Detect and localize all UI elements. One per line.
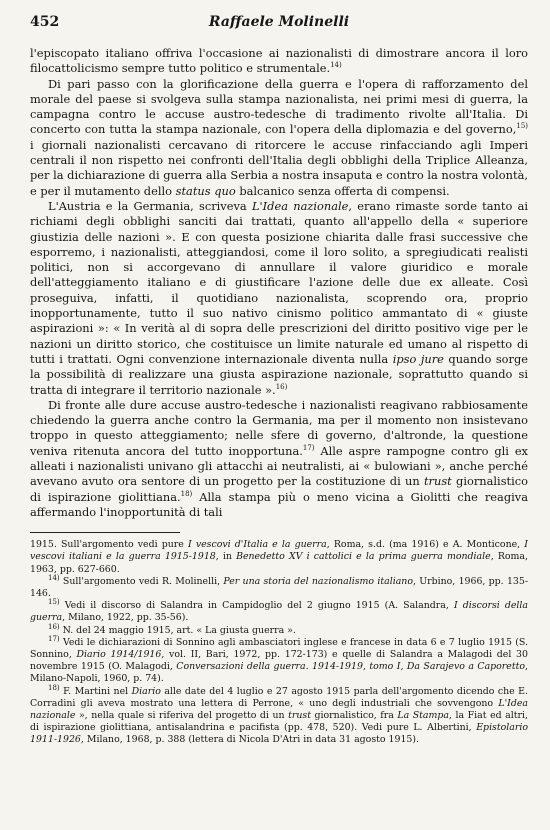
- footnote-15: $^{15)}$ Vedi il discorso di Salandra in Campidoglio del 2 giugno 1915 (A. Salandra, I discorsi della guerra, Milano, 1922, pp. 35-56).: [30, 598, 528, 624]
- footnote-14: $^{14)}$ Sull'argomento vedi R. Molinelli, Per una storia del nazionalismo italiano, Urbino, 1966, pp. 135-146.: [30, 573, 529, 600]
- paragraph: Di fronte alle dure accuse austro-tedesche i nazionalisti reagivano rabbiosamente chiedendo la guerra anche contro la Germania, ma per il momento non insistevano troppo in questo atteggiamento; nelle sfere di governo, d'altronde, la questione veniva ritenuta ancora del tutto inopportuna.$^{17)}$ Alle aspre rampogne contro gli ex alleati i nazionalisti univano gli attacchi ai neutralisti, ai « bulowiani », anche perché avevano avuto ora sentore di un progetto per la costituzione di un trust giornalistico di ispirazione giolittiana.$^{18)}$ Alla stampa più o meno vicina a Giolitti che reagiva affermando l'inopportunità di tali: [30, 397, 529, 519]
- footnote-ref[interactable]: 15): [516, 122, 528, 131]
- main-text: [30, 46, 528, 520]
- footnote-17: $^{17)}$ Vedi le dichiarazioni di Sonnino agli ambasciatori inglese e francese in data 6 e 7 luglio 1915 (S. Sonnino, Diario 1914/1916, vol. II, Bari, 1972, pp. 172-173) e quelle di Salandra a Malagodi del 30 novembre 1915 (O. Malagodi, Conversazioni della guerra. 1914-1919, tomo I, Da Sarajevo a Caporetto, Milano-Napoli, 1960, p. 74).: [30, 634, 528, 685]
- page-header: [30, 14, 528, 40]
- footnote-continuation: 1915. Sull'argomento vedi pure I vescovi d'Italia e la guerra, Roma, s.d. (ma 1916) e A. Monticone, I vescovi italiani e la guerra 1915-1918, in Benedetto XV i cattolici e la prima guerra mondiale, Roma, 1963, pp. 627-660.: [30, 539, 528, 575]
- paragraph: L'Austria e la Germania, scriveva L'Idea nazionale, erano rimaste sorde tanto ai richiami degli obblighi sanciti dai trattati, quanto all'appello della « superiore giustizia delle nazioni ». E con questa posizione chiarita dalle frasi successive che esporremo, i nazionalisti, atteggiandosi, come il loro solito, a spregiudicati realisti politici, non si accorgevano di annullare il valore giuridico e morale dell'atteggiamento italiano e di giustificare l'azione delle due ex alleate. Così proseguiva, infatti, il quotidiano nazionalista, scoprendo ora, proprio inopportunamente, tutto il suo nativo cinismo politico ammantato di « giuste aspirazioni »: « In verità al di sopra delle prescrizioni del diritto positivo vige per le nazioni un diritto storico, che costituisce un limite naturale ed umano al rispetto di tutti i trattati. Ogni convenzione internazionale diventa nulla ipso jure quando sorge la possibilità di realizzare una giusta aspirazione nazionale, soprattutto quando si tratta di integrare il territorio nazionale ».$^{16)}$: [30, 198, 529, 397]
- paragraph: l'episcopato italiano offriva l'occasione ai nazionalisti di dimostrare ancora il loro filocattolicismo sempre tutto politico e strumentale.$^{14)}$: [30, 46, 528, 76]
- footnote-ref[interactable]: 18): [180, 489, 193, 498]
- book-page: [30, 14, 528, 747]
- footnote-ref[interactable]: 16): [275, 382, 288, 391]
- page-number: 452: [30, 14, 60, 30]
- footnote-divider: [30, 532, 180, 533]
- running-title: Raffaele Molinelli: [208, 14, 350, 30]
- footnote-16: $^{16)}$ N. del 24 maggio 1915, art. « La giusta guerra ».: [48, 622, 296, 636]
- footnote-ref[interactable]: 17): [302, 443, 315, 452]
- footnotes: [30, 539, 528, 746]
- footnote-18: $^{18)}$ F. Martini nel Diario alle date del 4 luglio e 27 agosto 1915 parla dell'argomento dicendo che E. Corradini gli aveva mostrato una lettera di Perrone, « uno degli industriali che sovvengono L'Idea nazionale », nella quale si riferiva del progetto di un trust giornalistico, fra La Stampa, la Fiat ed altri, di ispirazione giolittiana, antisalandrina e pacifista (pp. 478, 520). Vedi pure L. Albertini, Epistolario 1911-1926, Milano, 1968, p. 388 (lettera di Nicola D'Atri in data 31 agosto 1915).: [30, 683, 528, 746]
- paragraph: Di pari passo con la glorificazione della guerra e l'opera di rafforzamento del morale del paese si svolgeva sulla stampa nazionalista, nei primi mesi di guerra, la campagna contro le accuse austro-tedesche di tradimento rivolte all'Italia. Di concerto con tutta la stampa nazionale, con l'opera della diplomazia e del governo,$^{15)}$ i giornali nazionalisti cercavano di ritorcere le accuse rinfacciando agli Imperi centrali il non rispetto nei confronti dell'Italia degli obblighi della Triplice Alleanza, per la dichiarazione di guerra alla Serbia a nostra insaputa e contro la nostra volontà, e per il mutamento dello status quo balcanico senza offerta di compensi.: [30, 76, 528, 198]
- footnote-ref[interactable]: 14): [330, 61, 342, 70]
